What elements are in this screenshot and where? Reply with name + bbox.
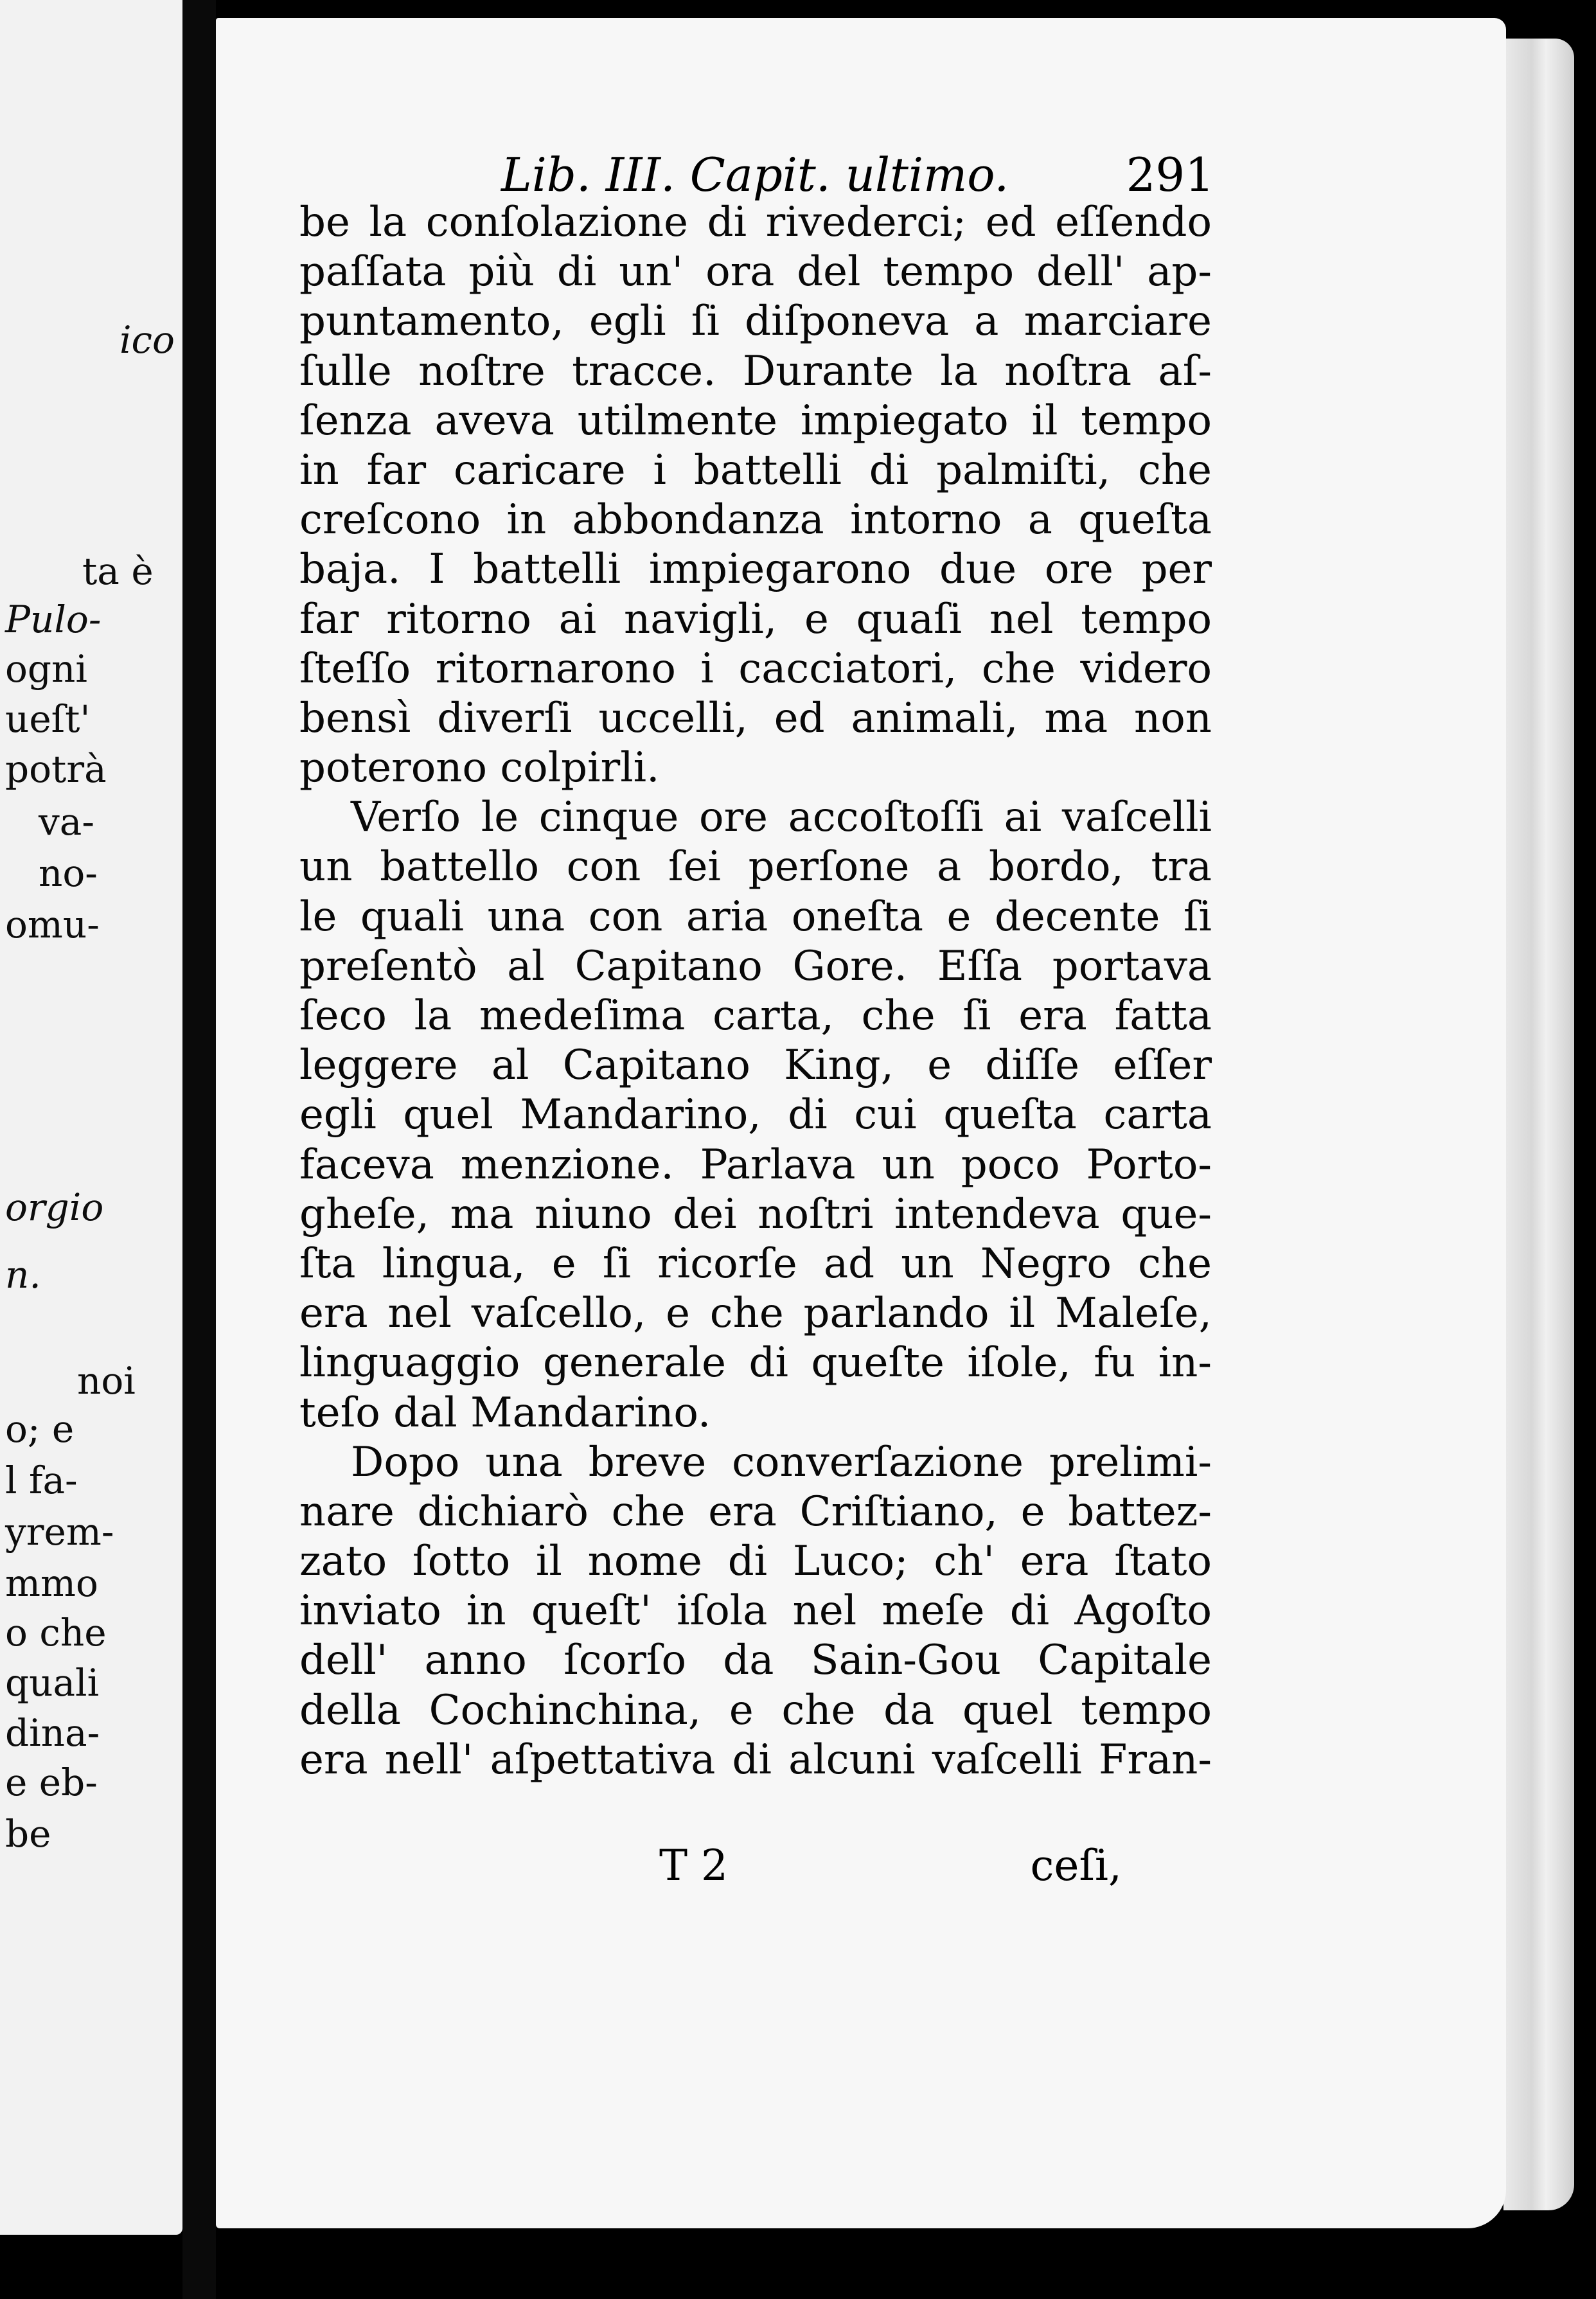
text-line: leggere al Capitano King, e diſſe eſſer xyxy=(299,1042,1212,1090)
text-line: era nel vaſcello, e che parlando il Maleſe, xyxy=(299,1290,1212,1338)
text-line: puntamento, egli ſi diſponeva a marciare xyxy=(299,297,1212,346)
text-line: era nell' aſpettativa di alcuni vaſcelli Fran- xyxy=(299,1735,1212,1784)
facing-page-left xyxy=(0,0,182,2235)
text-line: gheſe, ma niuno dei noſtri intendeva que- xyxy=(299,1190,1212,1238)
paragraph-2 xyxy=(299,793,1212,1437)
paragraph-3 xyxy=(299,1438,1212,1785)
text-line: paſſata più di un' ora del tempo dell' ap- xyxy=(299,248,1212,296)
page-edge-stack xyxy=(1503,39,1574,2210)
fragment: o che xyxy=(5,1611,107,1655)
fragment: ueſt' xyxy=(5,697,91,741)
fragment: potrà xyxy=(5,747,107,791)
signature-mark: T 2 xyxy=(659,1841,728,1890)
text-line: faceva menzione. Parlava un poco Porto- xyxy=(299,1141,1212,1189)
fragment: dina- xyxy=(5,1711,100,1755)
text-line: poterono colpirli. xyxy=(299,744,660,792)
body-text xyxy=(299,198,1212,1785)
text-line: be la conſolazione di rivederci; ed eſſendo xyxy=(299,199,1212,246)
text-line: linguaggio generale di queſte iſole, fu in- xyxy=(299,1339,1212,1387)
text-line: Verſo le cinque ore accoſtoſſi ai vaſcelli xyxy=(351,794,1212,842)
fragment: va- xyxy=(39,800,94,844)
text-line: della Cochinchina, e che da quel tempo xyxy=(299,1686,1212,1734)
text-line: in far caricare i battelli di palmiſti, che xyxy=(299,446,1212,494)
text-line: ſteſſo ritornarono i cacciatori, che videro xyxy=(299,644,1212,693)
fragment: ogni xyxy=(5,647,87,691)
text-line: un battello con ſei perſone a bordo, tra xyxy=(299,843,1212,891)
text-line: dell' anno ſcorſo da Sain-Gou Capitale xyxy=(299,1637,1212,1685)
fragment: omu- xyxy=(5,903,100,946)
fragment: l fa- xyxy=(5,1459,78,1502)
text-line: ſenza aveva utilmente impiegato il tempo xyxy=(299,396,1212,445)
book-gutter xyxy=(182,0,216,2299)
fragment: noi xyxy=(77,1359,136,1403)
text-line: preſentò al Capitano Gore. Eſſa portava xyxy=(299,942,1212,990)
fragment: n. xyxy=(5,1253,41,1297)
fragment: e eb- xyxy=(5,1761,98,1804)
paragraph-1 xyxy=(299,198,1212,793)
text-line: egli quel Mandarino, di cui queſta carta xyxy=(299,1091,1212,1139)
text-line: ſulle noſtre tracce. Durante la noſtra aſ- xyxy=(299,347,1212,395)
page-footer xyxy=(299,1841,1122,1899)
running-title: Lib. III. Capit. ultimo. xyxy=(501,148,1009,202)
fragment: mmo xyxy=(5,1561,98,1605)
text-line: teſo dal Mandarino. xyxy=(299,1389,711,1437)
fragment: orgio xyxy=(5,1185,104,1229)
text-line: bensì diverſi uccelli, ed animali, ma non xyxy=(299,694,1212,742)
text-line: creſcono in abbondanza intorno a queſta xyxy=(299,496,1212,544)
fragment: o; e xyxy=(5,1407,75,1451)
text-line: Dopo una breve converſazione prelimi- xyxy=(351,1438,1212,1486)
fragment: Pulo- xyxy=(5,598,102,641)
fragment: ico xyxy=(120,318,175,362)
text-line: far ritorno ai navigli, e quaſi nel tempo xyxy=(299,595,1212,643)
text-line: le quali una con aria oneſta e decente ſi xyxy=(299,892,1212,941)
fragment: no- xyxy=(39,851,98,895)
fragment: ta è xyxy=(82,549,154,593)
text-line: nare dichiarò che era Criſtiano, e battez- xyxy=(299,1487,1212,1536)
catchword: ceſi, xyxy=(1030,1841,1122,1890)
fragment: quali xyxy=(5,1661,100,1705)
text-line: zato ſotto il nome di Luco; ch' era ſtato xyxy=(299,1538,1212,1586)
page-number: 291 xyxy=(1126,148,1214,202)
fragment: yrem- xyxy=(5,1510,114,1554)
text-line: ſta lingua, e ſi ricorſe ad un Negro che xyxy=(299,1239,1212,1288)
running-head xyxy=(289,148,1214,206)
text-line: baja. I battelli impiegarono due ore per xyxy=(299,546,1212,594)
text-line: ſeco la medeſima carta, che ſi era fatta xyxy=(299,992,1212,1040)
fragment: be xyxy=(5,1812,51,1856)
text-line: inviato in queſt' iſola nel meſe di Agoſto xyxy=(299,1587,1212,1635)
